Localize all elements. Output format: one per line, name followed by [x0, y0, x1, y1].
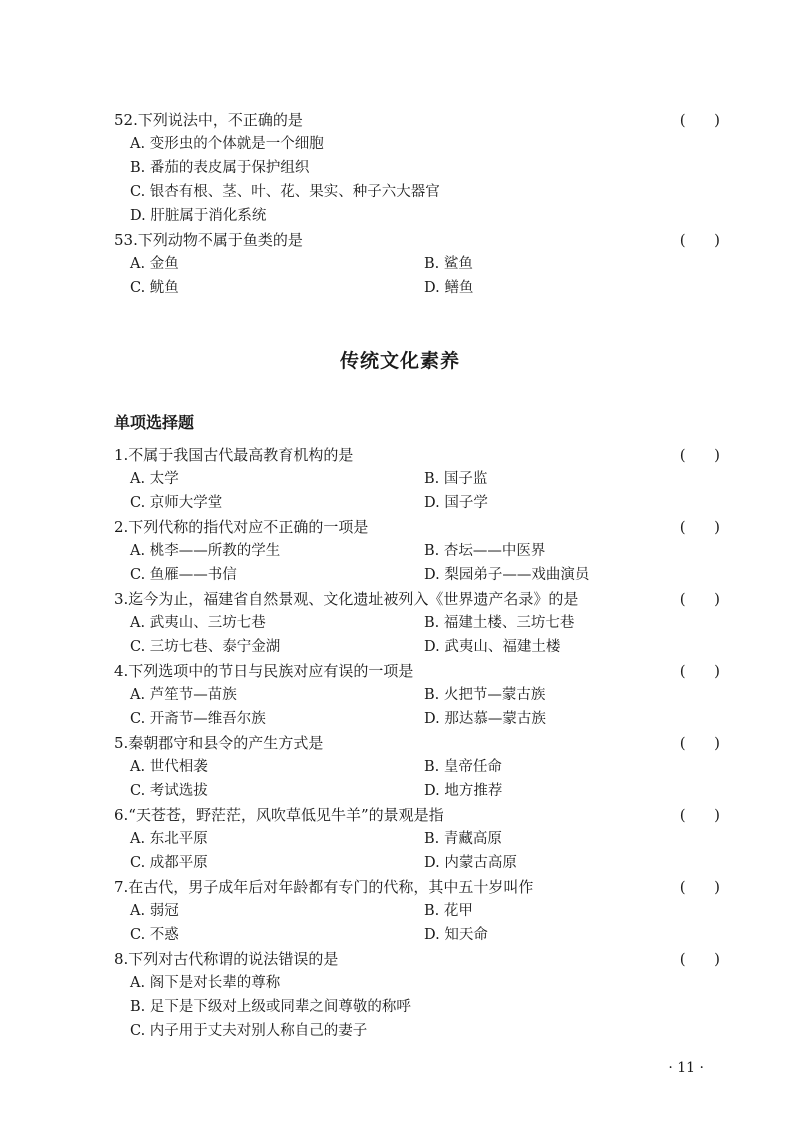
option: B. 福建土楼、三坊七巷	[424, 615, 575, 631]
option: D. 内蒙古高原	[424, 855, 517, 871]
option: A. 弱冠	[130, 903, 179, 919]
option: C. 鱿鱼	[130, 280, 179, 296]
option: A. 阁下是对长辈的尊称	[130, 975, 281, 991]
option: B. 番茄的表皮属于保护组织	[130, 160, 310, 176]
option: A. 变形虫的个体就是一个细胞	[130, 136, 324, 152]
option: C. 银杏有根、茎、叶、花、果实、种子六大器官	[130, 184, 440, 200]
option: D. 知天命	[424, 927, 488, 943]
question-8	[114, 947, 720, 971]
option: B. 国子监	[424, 471, 488, 487]
option: A. 世代相袭	[130, 759, 208, 775]
question-7	[114, 875, 720, 899]
page-number: · 11 ·	[668, 1060, 704, 1076]
question-stem: 53.下列动物不属于鱼类的是	[114, 231, 303, 249]
answer-blank: ( )	[679, 590, 720, 608]
option: B. 皇帝任命	[424, 759, 502, 775]
question-52	[114, 108, 720, 132]
subsection-title: 单项选择题	[114, 413, 195, 432]
question-stem: 6.“天苍苍，野茫茫，风吹草低见牛羊”的景观是指	[114, 806, 444, 824]
option: A. 武夷山、三坊七巷	[130, 615, 266, 631]
answer-blank: ( )	[679, 518, 720, 536]
option: B. 火把节—蒙古族	[424, 687, 546, 703]
question-stem: 4.下列选项中的节日与民族对应有误的一项是	[114, 662, 414, 680]
option: D. 国子学	[424, 495, 488, 511]
option: C. 开斋节—维吾尔族	[130, 711, 266, 727]
answer-blank: ( )	[679, 734, 720, 752]
question-53	[114, 228, 720, 252]
question-6	[114, 803, 720, 827]
option: C. 成都平原	[130, 855, 208, 871]
option: C. 不惑	[130, 927, 179, 943]
question-1	[114, 443, 720, 467]
answer-blank: ( )	[679, 878, 720, 896]
option: B. 足下是下级对上级或同辈之间尊敬的称呼	[130, 999, 411, 1015]
option: D. 地方推荐	[424, 783, 503, 799]
question-stem: 5.秦朝郡守和县令的产生方式是	[114, 734, 324, 752]
option: A. 芦笙节—苗族	[130, 687, 237, 703]
answer-blank: ( )	[679, 662, 720, 680]
question-stem: 3.迄今为止，福建省自然景观、文化遗址被列入《世界遗产名录》的是	[114, 590, 579, 608]
question-stem: 1.不属于我国古代最高教育机构的是	[114, 446, 354, 464]
question-stem: 52.下列说法中，不正确的是	[114, 111, 303, 129]
question-stem: 8.下列对古代称谓的说法错误的是	[114, 950, 339, 968]
option: D. 那达慕—蒙古族	[424, 711, 546, 727]
question-stem: 2.下列代称的指代对应不正确的一项是	[114, 518, 369, 536]
option: A. 东北平原	[130, 831, 208, 847]
question-5	[114, 731, 720, 755]
answer-blank: ( )	[679, 111, 720, 129]
option: D. 武夷山、福建土楼	[424, 639, 561, 655]
option: A. 太学	[130, 471, 179, 487]
answer-blank: ( )	[679, 231, 720, 249]
option: C. 鱼雁——书信	[130, 567, 237, 583]
option: C. 内子用于丈夫对别人称自己的妻子	[130, 1023, 368, 1039]
question-2	[114, 515, 720, 539]
answer-blank: ( )	[679, 446, 720, 464]
option: C. 考试选拔	[130, 783, 208, 799]
option: D. 鳝鱼	[424, 280, 474, 296]
option: B. 青藏高原	[424, 831, 502, 847]
option: D. 梨园弟子——戏曲演员	[424, 567, 590, 583]
option: B. 杏坛——中医界	[424, 543, 546, 559]
section-title: 传统文化素养	[339, 350, 460, 372]
option: D. 肝脏属于消化系统	[130, 208, 267, 224]
question-3	[114, 587, 720, 611]
option: C. 京师大学堂	[130, 495, 223, 511]
option: A. 桃李——所教的学生	[130, 543, 281, 559]
question-4	[114, 659, 720, 683]
option: B. 花甲	[424, 903, 473, 919]
option: C. 三坊七巷、泰宁金湖	[130, 639, 281, 655]
answer-blank: ( )	[679, 806, 720, 824]
option: B. 鲨鱼	[424, 256, 473, 272]
option: A. 金鱼	[130, 256, 179, 272]
question-stem: 7.在古代，男子成年后对年龄都有专门的代称，其中五十岁叫作	[114, 878, 534, 896]
answer-blank: ( )	[679, 950, 720, 968]
